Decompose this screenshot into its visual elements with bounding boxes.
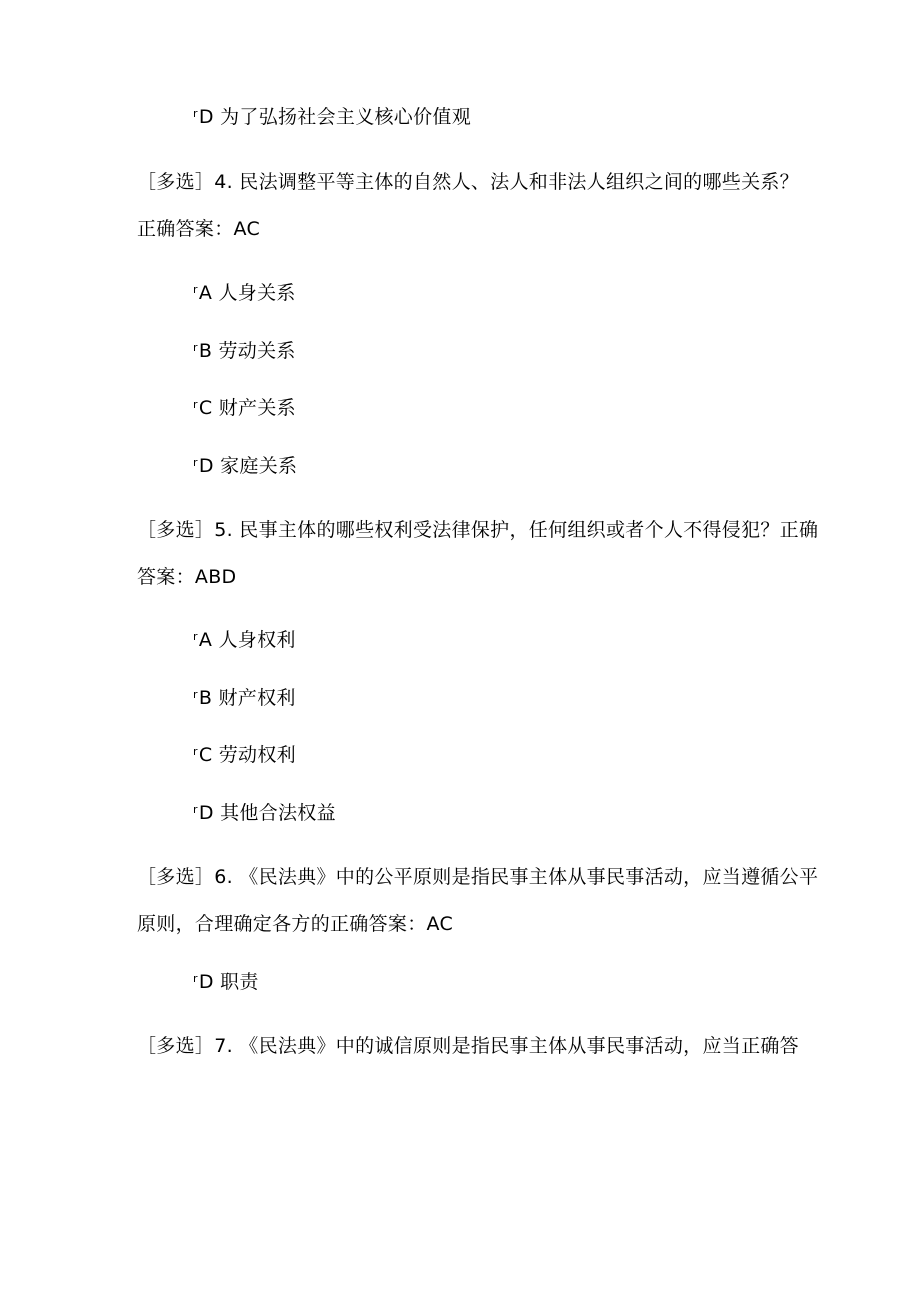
question-line: ［多选］5. 民事主体的哪些权利受法律保护，任何组织或者个人不得侵犯？正确 bbox=[137, 519, 819, 541]
question-line: ［多选］4. 民法调整平等主体的自然人、法人和非法人组织之间的哪些关系？ bbox=[137, 171, 799, 193]
question-line: ［多选］6. 《民法典》中的公平原则是指民事主体从事民事活动，应当遵循公平 bbox=[137, 866, 819, 888]
option-text: C 劳动权利 bbox=[198, 744, 296, 766]
option-text: A 人身权利 bbox=[198, 629, 296, 651]
answer-line: 答案：ABD bbox=[137, 566, 237, 588]
option-line bbox=[193, 281, 296, 308]
option-text: D 为了弘扬社会主义核心价值观 bbox=[198, 106, 471, 128]
option-line bbox=[193, 801, 336, 828]
option-line bbox=[193, 743, 296, 770]
option-line bbox=[193, 339, 296, 366]
option-marker: r bbox=[193, 803, 198, 816]
option-marker: r bbox=[193, 398, 198, 411]
option-marker: r bbox=[193, 456, 198, 469]
option-text: D 家庭关系 bbox=[198, 455, 298, 477]
option-text: A 人身关系 bbox=[198, 282, 296, 304]
option-text: C 财产关系 bbox=[198, 397, 296, 419]
option-text: B 劳动关系 bbox=[198, 340, 296, 362]
option-marker: r bbox=[193, 283, 198, 296]
answer-line: 正确答案：AC bbox=[137, 218, 261, 240]
option-marker: r bbox=[193, 341, 198, 354]
option-line bbox=[193, 396, 296, 423]
option-text: B 财产权利 bbox=[198, 687, 296, 709]
option-line bbox=[193, 628, 296, 655]
option-marker: r bbox=[193, 972, 198, 985]
option-text: D 职责 bbox=[198, 971, 259, 993]
option-text: D 其他合法权益 bbox=[198, 802, 336, 824]
option-line bbox=[193, 686, 296, 713]
answer-line: 原则，合理确定各方的正确答案：AC bbox=[137, 913, 454, 935]
option-line bbox=[193, 970, 259, 997]
option-marker: r bbox=[193, 630, 198, 643]
option-marker: r bbox=[193, 688, 198, 701]
option-marker: r bbox=[193, 107, 198, 120]
question-line: ［多选］7. 《民法典》中的诚信原则是指民事主体从事民事活动，应当正确答 bbox=[137, 1035, 799, 1057]
option-line bbox=[193, 105, 471, 132]
option-line bbox=[193, 454, 297, 481]
option-marker: r bbox=[193, 745, 198, 758]
